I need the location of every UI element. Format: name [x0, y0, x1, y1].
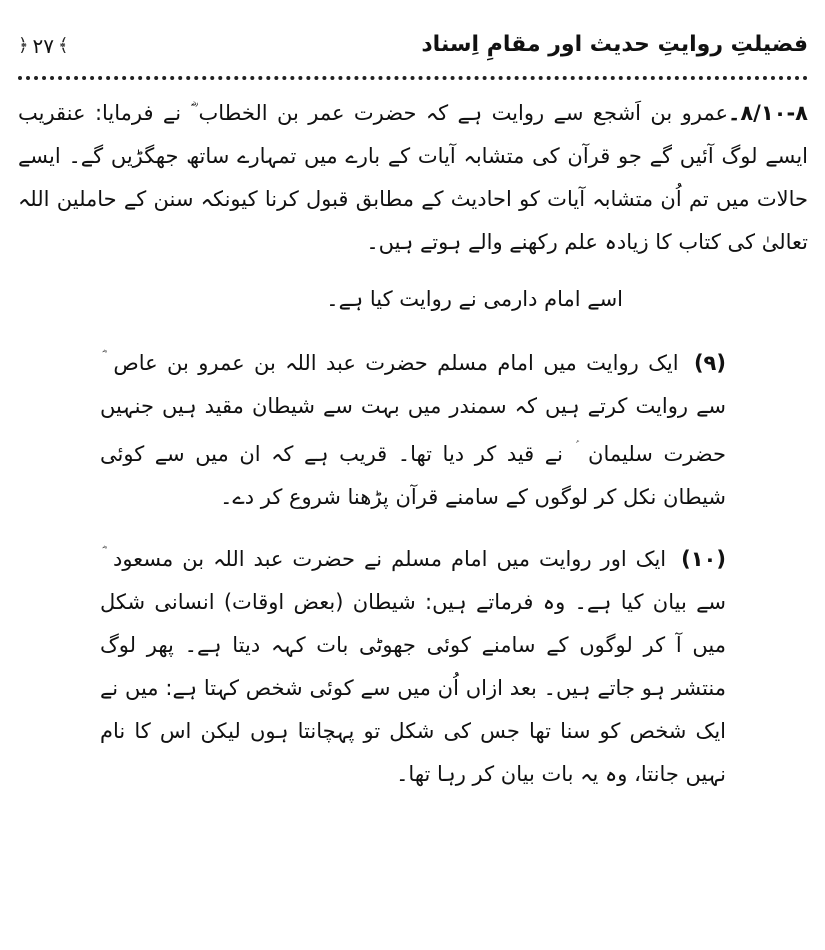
hadith-number: ۸/۱۰-۸۔ [728, 101, 808, 125]
hadith-paragraph [18, 92, 808, 264]
item-number: (۱۰) [681, 547, 726, 571]
numbered-item-10 [100, 533, 726, 796]
right-ornament-icon: ﴾ [58, 35, 69, 56]
item-text-part: سے روایت کرتے ہیں کہ سمندر میں بہت سے شیطان مقید ہیں جنہیں حضرت سلیمان [100, 394, 726, 466]
hadith-text: عمرو بن اَشجع سے روایت ہے کہ حضرت عمر بن الخطاب ؓ نے فرمایا: عنقریب ایسے لوگ آئیں گے جو قرآن کی متشابہ آیات کے بارے میں تمہارے ساتھ جھگڑیں گے۔ ایسے حالات میں تم اُن متشابہ آیات کو احادیث کے مطابق قبول کرنا کیونکہ سنن کے حاملین اللہ تعالیٰ کی کتاب کا زیادہ علم رکھنے والے ہوتے ہیں۔ [18, 101, 808, 254]
page-header [18, 28, 808, 68]
page-number: ۲۷ [32, 34, 55, 58]
left-ornament-icon: ﴿ [18, 35, 29, 56]
numbered-item-9 [100, 337, 726, 519]
item-text-part: ایک اور روایت میں امام مسلم نے حضرت عبد اللہ بن مسعود [112, 547, 667, 571]
running-title: فضیلتِ روایتِ حدیث اور مقامِ اِسناد [421, 32, 808, 57]
item-text-part: ایک روایت میں امام مسلم حضرت عبد اللہ بن عمرو بن عاص [113, 351, 679, 375]
item-text-part: سے بیان کیا ہے۔ وہ فرماتے ہیں: شیطان (بعض اوقات) انسانی شکل میں آ کر لوگوں کے سامنے کوئی جھوٹی بات کہہ دیتا ہے۔ پھر لوگ منتشر ہو جاتے ہیں۔ بعد ازاں اُن میں سے کوئی شخص کہتا ہے: میں نے ایک شخص کو سنا تھا جس کی شکل تو پہچانتا ہوں لیکن اس کا نام نہیں جانتا، وہ یہ بات بیان کر رہا تھا۔ [100, 590, 726, 786]
page-number-badge [18, 32, 69, 60]
page-body [18, 92, 808, 810]
item-text-part: نے قید کر دیا تھا۔ قریب ہے کہ ان میں سے کوئی شیطان نکل کر لوگوں کے سامنے قرآن پڑھنا شروع کر دے۔ [100, 442, 726, 509]
header-divider [18, 76, 808, 80]
source-note: اسے امام دارمی نے روایت کیا ہے۔ [326, 287, 623, 311]
item-number: (۹) [693, 351, 726, 375]
